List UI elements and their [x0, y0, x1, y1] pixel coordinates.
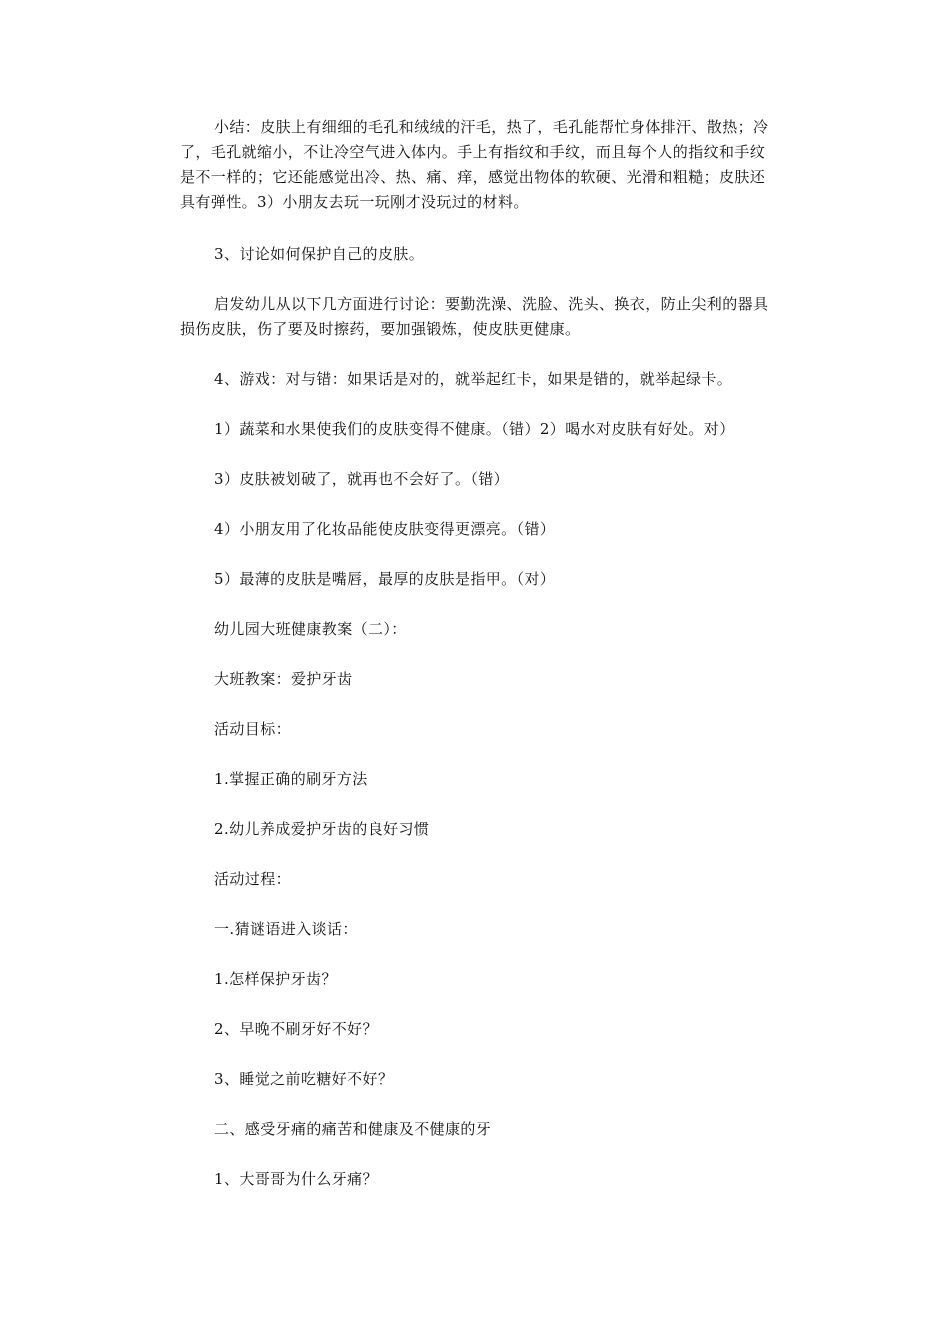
goals-heading: 活动目标：: [214, 720, 292, 738]
summary-paragraph: 小结：皮肤上有细细的毛孔和绒绒的汗毛，热了，毛孔能帮忙身体排汗、散热；冷了，毛孔就缩小，不让冷空气进入体内。手上有指纹和手纹，而且每个人的指纹和手纹是不一样的；它还能感觉出冷、热、痛、痒，感觉出物体的软硬、光滑和粗糙；皮肤还具有弹性。3）小朋友去玩一玩刚才没玩过的材料。: [180, 118, 769, 211]
goal-item-2: 2.幼儿养成爱护牙齿的良好习惯: [214, 820, 430, 838]
process-step-1-heading: 一.猜谜语进入谈话：: [214, 920, 358, 938]
section-title: 幼儿园大班健康教案（二）：: [214, 620, 407, 638]
question-1: 1.怎样保护牙齿？: [214, 970, 337, 988]
goal-item-1: 1.掌握正确的刷牙方法: [214, 770, 368, 788]
game-item-4: 4）小朋友用了化妆品能使皮肤变得更漂亮。（错）: [214, 520, 556, 538]
game-item-1-2: 1）蔬菜和水果使我们的皮肤变得不健康。（错）2）喝水对皮肤有好处。对）: [214, 420, 735, 438]
question-2: 2、早晚不刷牙好不好？: [214, 1020, 378, 1038]
game-item-3: 3）皮肤被划破了，就再也不会好了。（错）: [214, 470, 510, 488]
discussion-paragraph: 启发幼儿从以下几方面进行讨论：要勤洗澡、洗脸、洗头、换衣，防止尖利的器具损伤皮肤，伤了要及时擦药，要加强锻炼，使皮肤更健康。: [180, 295, 769, 338]
game-heading: 4、游戏：对与错：如果话是对的，就举起红卡，如果是错的，就举起绿卡。: [214, 370, 733, 388]
game-item-5: 5）最薄的皮肤是嘴唇，最厚的皮肤是指甲。（对）: [214, 570, 556, 588]
process-step-2-heading: 二、感受牙痛的痛苦和健康及不健康的牙: [214, 1120, 492, 1138]
lesson-title: 大班教案：爱护牙齿: [214, 670, 353, 688]
question-3: 3、睡觉之前吃糖好不好？: [214, 1070, 394, 1088]
process-heading: 活动过程：: [214, 870, 292, 888]
question-4: 1、大哥哥为什么牙痛？: [214, 1170, 378, 1188]
discussion-heading: 3、讨论如何保护自己的皮肤。: [214, 245, 425, 263]
